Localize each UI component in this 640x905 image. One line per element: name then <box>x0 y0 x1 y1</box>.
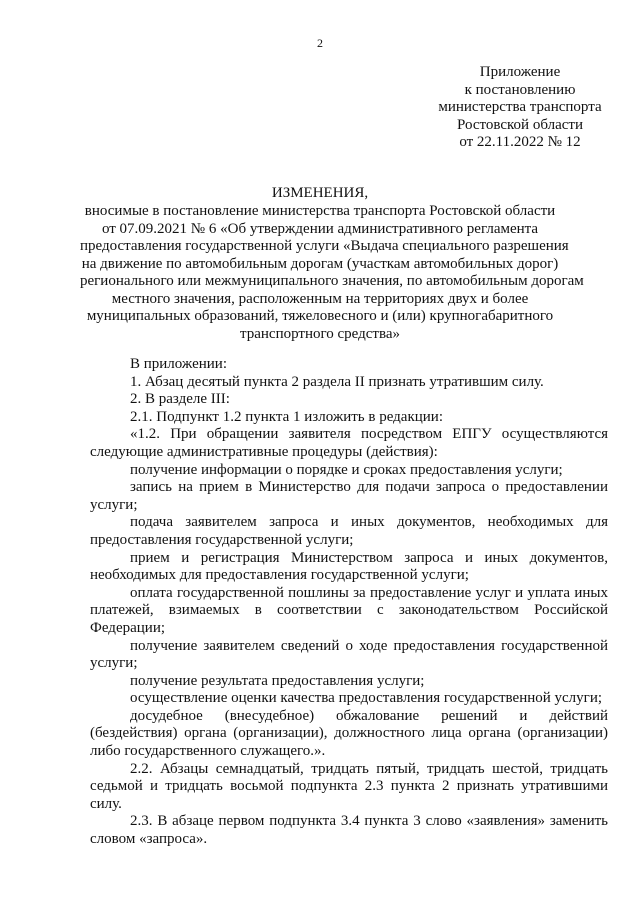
document-title: ИЗМЕНЕНИЯ, <box>271 185 369 201</box>
page-number: 2 <box>317 36 323 50</box>
appendix-line: к постановлению <box>464 81 576 98</box>
appendix-line: Ростовской области <box>457 116 583 133</box>
subtitle-line: от 07.09.2021 № 6 «Об утверждении административного регламента <box>101 220 539 237</box>
document-body <box>90 356 608 849</box>
appendix-line: министерства транспорта <box>438 99 602 115</box>
body-paragraph: 2.3. В абзаце первом подпункта 3.4 пункта 3 слово «заявления» заменить словом «запроса». <box>90 813 608 848</box>
body-paragraph: 2. В разделе III: <box>130 391 230 408</box>
subtitle-line: на движение по автомобильным дорогам (участкам автомобильных дорог) <box>81 255 559 272</box>
body-paragraph: запись на прием в Министерство для подачи запроса о предоставлении услуги; <box>90 479 608 513</box>
body-paragraph: подача заявителем запроса и иных документов, необходимых для предоставления государственной услуги; <box>90 514 608 548</box>
appendix-block <box>420 64 620 152</box>
body-paragraph: получение информации о порядке и сроках предоставления услуги; <box>130 461 563 478</box>
body-paragraph: «1.2. При обращении заявителя посредством ЕПГУ осуществляются следующие административные процедуры (действия): <box>90 426 608 460</box>
body-paragraph: прием и регистрация Министерством запроса и иных документов, необходимых для предоставления государственной услуги; <box>90 549 608 584</box>
body-paragraph: осуществление оценки качества предоставления государственной услуги; <box>130 690 603 707</box>
subtitle-line: регионального или межмуниципального значения, по автомобильным дорогам <box>80 273 584 289</box>
body-paragraph: 1. Абзац десятый пункта 2 раздела II признать утратившим силу. <box>130 373 544 390</box>
subtitle-line: предоставления государственной услуги «Выдача специального разрешения <box>80 238 569 254</box>
body-paragraph: получение результата предоставления услуги; <box>130 672 425 689</box>
body-paragraph: оплата государственной пошлины за предоставление услуг и уплата иных платежей, взимаемых в соответствии с законодательством Российской Федерации; <box>90 584 608 636</box>
subtitle-line: местного значения, расположенным на территориях двух и более <box>111 290 529 307</box>
body-paragraph: досудебное (внесудебное) обжалование решений и действий (бездействия) органа (организации), должностного лица органа (организации) либо государственного служащего.». <box>90 707 608 760</box>
document-subtitle <box>80 203 584 343</box>
subtitle-line: транспортного средства» <box>239 325 401 342</box>
body-paragraph: 2.2. Абзацы семнадцатый, тридцать пятый, тридцать шестой, тридцать седьмой и тридцать восьмой подпункта 2.3 пункта 2 признать утратившими силу. <box>90 760 608 812</box>
body-paragraph: В приложении: <box>130 356 227 372</box>
subtitle-line: вносимые в постановление министерства транспорта Ростовской области <box>84 203 556 219</box>
appendix-line: Приложение <box>479 64 561 80</box>
body-paragraph: получение заявителем сведений о ходе предоставления государственной услуги; <box>90 637 608 672</box>
body-paragraph: 2.1. Подпункт 1.2 пункта 1 изложить в редакции: <box>130 408 443 425</box>
subtitle-line: муниципальных образований, тяжеловесного и (или) крупногабаритного <box>86 308 554 324</box>
appendix-line: от 22.11.2022 № 12 <box>459 134 581 150</box>
